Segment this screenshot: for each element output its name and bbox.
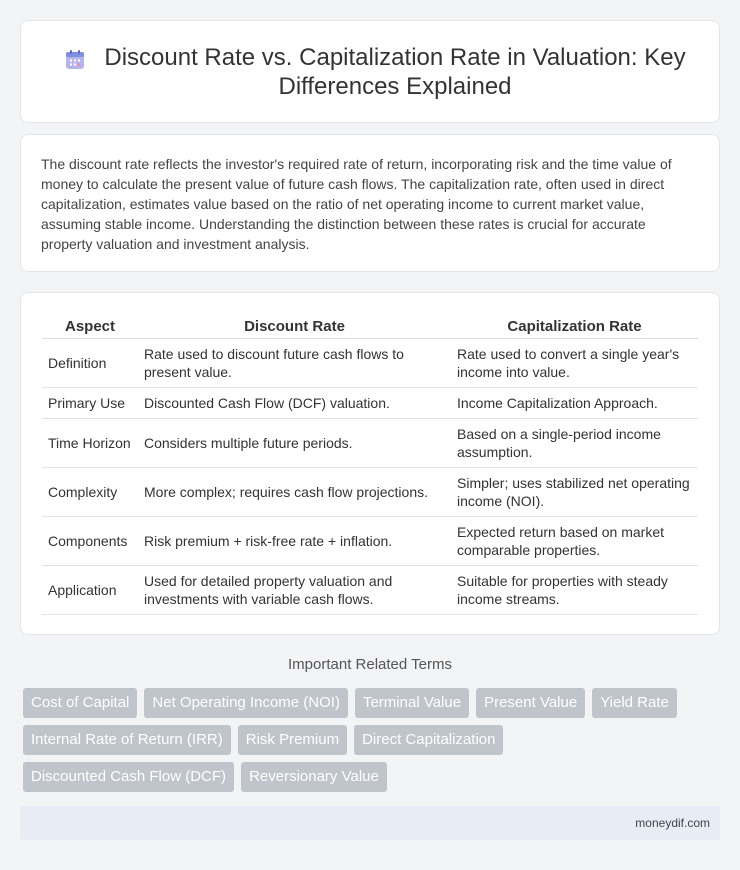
term-chip[interactable]: Cost of Capital: [23, 688, 137, 718]
row-aspect: Definition: [42, 338, 138, 387]
row-discount-rate: Risk premium + risk-free rate + inflation.: [138, 516, 451, 565]
term-chip[interactable]: Reversionary Value: [241, 762, 387, 792]
comparison-card: [20, 292, 720, 635]
header-discount-rate: Discount Rate: [138, 316, 451, 338]
row-capitalization-rate: Based on a single-period income assumption.: [451, 418, 698, 467]
site-link[interactable]: moneydif.com: [635, 816, 710, 830]
table-row: [42, 387, 698, 418]
row-aspect: Primary Use: [42, 387, 138, 418]
row-capitalization-rate: Rate used to convert a single year's income into value.: [451, 338, 698, 387]
table-header-row: [42, 316, 698, 338]
term-chip[interactable]: Present Value: [476, 688, 585, 718]
row-capitalization-rate: Expected return based on market comparable properties.: [451, 516, 698, 565]
row-discount-rate: Rate used to discount future cash flows to present value.: [138, 338, 451, 387]
related-terms-title: Important Related Terms: [288, 656, 452, 673]
row-aspect: Application: [42, 565, 138, 614]
intro-paragraph: The discount rate reflects the investor's required rate of return, incorporating risk and the time value of money to calculate the present value of future cash flows. The capitalization rate, often used in direct capitalization, estimates value based on the ratio of net operating income to current market value, assuming stable income. Understanding the distinction between these rates is crucial for accurate property valuation and investment analysis.: [41, 156, 672, 252]
term-chip[interactable]: Risk Premium: [238, 725, 347, 755]
term-chip[interactable]: Direct Capitalization: [354, 725, 503, 755]
term-chip[interactable]: Internal Rate of Return (IRR): [23, 725, 231, 755]
row-capitalization-rate: Income Capitalization Approach.: [451, 387, 698, 418]
chip-row: [23, 688, 723, 718]
chip-row: [23, 762, 723, 792]
row-aspect: Time Horizon: [42, 418, 138, 467]
row-discount-rate: Used for detailed property valuation and investments with variable cash flows.: [138, 565, 451, 614]
comparison-table: [42, 316, 698, 615]
intro-card: [20, 134, 720, 272]
table-row: [42, 338, 698, 387]
page-title: Discount Rate vs. Capitalization Rate in Valuation: Key Differences Explained: [104, 44, 686, 100]
table-row: [42, 565, 698, 614]
term-chip[interactable]: Discounted Cash Flow (DCF): [23, 762, 234, 792]
header-aspect: Aspect: [42, 316, 138, 338]
row-capitalization-rate: Simpler; uses stabilized net operating income (NOI).: [451, 467, 698, 516]
row-aspect: Components: [42, 516, 138, 565]
term-chip[interactable]: Terminal Value: [355, 688, 469, 718]
header-capitalization-rate: Capitalization Rate: [451, 316, 698, 338]
row-discount-rate: More complex; requires cash flow projections.: [138, 467, 451, 516]
chip-row: [23, 725, 723, 755]
table-row: [42, 516, 698, 565]
table-row: [42, 467, 698, 516]
calendar-icon: [63, 48, 87, 72]
title-card: [20, 20, 720, 123]
row-capitalization-rate: Suitable for properties with steady income streams.: [451, 565, 698, 614]
term-chip[interactable]: Net Operating Income (NOI): [144, 688, 348, 718]
row-aspect: Complexity: [42, 467, 138, 516]
footer: [20, 806, 720, 840]
table-row: [42, 418, 698, 467]
term-chip[interactable]: Yield Rate: [592, 688, 677, 718]
related-terms-list: [23, 688, 723, 799]
row-discount-rate: Considers multiple future periods.: [138, 418, 451, 467]
row-discount-rate: Discounted Cash Flow (DCF) valuation.: [138, 387, 451, 418]
